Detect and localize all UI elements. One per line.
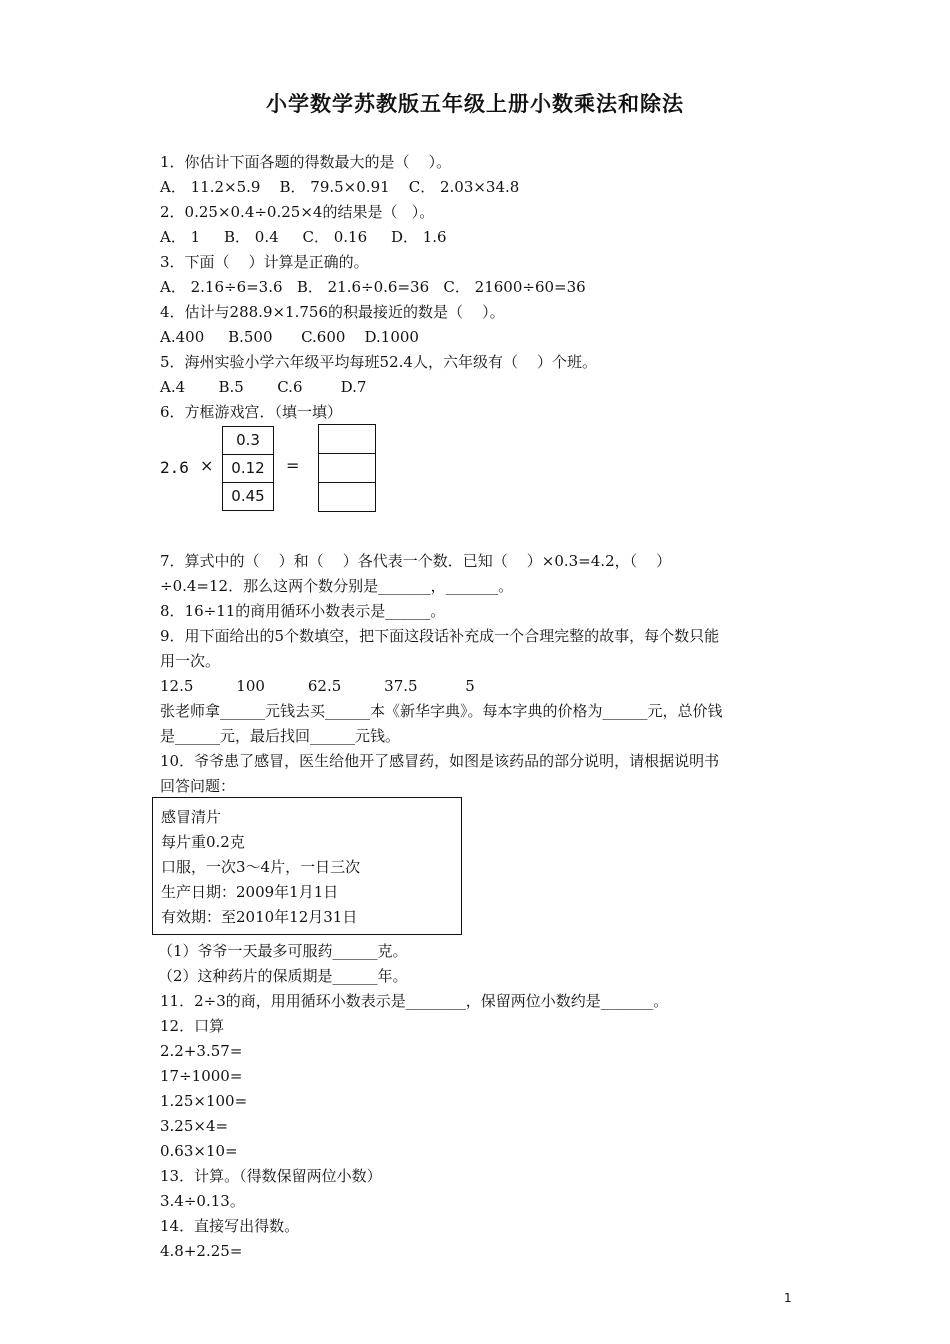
question-9: 9．用下面给出的5个数填空，把下面这段话补充成一个合理完整的故事，每个数只能 [160,627,720,645]
question-12-item: 17÷1000= [160,1067,243,1085]
grid-cell: 0.45 [231,487,265,505]
question-13: 13．计算。（得数保留两位小数） [160,1167,382,1185]
question-9-numbers: 12.5 100 62.5 37.5 5 [160,677,475,695]
grid-multiplier-column [222,426,274,511]
question-5-options: A.4 B.5 C.6 D.7 [160,378,367,396]
grid-times-sign: × [200,456,214,475]
question-11: 11．2÷3的商，用用循环小数表示是________，保留两位小数约是_______。 [160,992,669,1010]
question-7-cont: ÷0.4=12．那么这两个数分别是_______，_______。 [160,577,514,595]
question-2: 2．0.25×0.4÷0.25×4的结果是（ ）。 [160,203,435,221]
grid-answer-box [319,425,375,454]
question-12-item: 0.63×10= [160,1142,238,1160]
grid-answer-column [318,424,376,512]
question-8: 8．16÷11的商用循环小数表示是______。 [160,602,446,620]
question-10: 10．爷爷患了感冒，医生给他开了感冒药，如图是该药品的部分说明，请根据说明书 [160,752,720,770]
medicine-expiry: 有效期：至2010年12月31日 [161,908,358,926]
medicine-dosage: 口服，一次3～4片，一日三次 [161,858,361,876]
question-4: 4．估计与288.9×1.756的积最接近的数是（ ）。 [160,303,505,321]
question-12: 12．口算 [160,1017,225,1035]
question-9-story: 张老师拿______元钱去买______本《新华字典》。每本字典的价格为______元，总价钱 [160,702,723,720]
question-1-options: A． 11.2×5.9 B． 79.5×0.91 C． 2.03×34.8 [160,178,520,196]
question-10-cont: 回答问题： [160,777,236,795]
grid-answer-box [319,454,375,483]
question-7: 7．算式中的（ ）和（ ）各代表一个数．已知（ ）×0.3=4.2，（ ） [160,552,672,570]
question-9-story-cont: 是______元，最后找回______元钱。 [160,727,401,745]
grid-cell: 0.3 [223,427,273,455]
question-9-cont: 用一次。 [160,652,221,670]
question-5: 5．海州实验小学六年级平均每班52.4人，六年级有（ ）个班。 [160,353,598,371]
question-12-item: 1.25×100= [160,1092,248,1110]
medicine-name: 感冒清片 [161,808,222,826]
question-12-item: 3.25×4= [160,1117,229,1135]
question-12-item: 2.2+3.57= [160,1042,243,1060]
question-3-options: A． 2.16÷6=3.6 B． 21.6÷0.6=36 C． 21600÷60=36 [160,278,586,296]
grid-equals-sign: = [286,456,300,475]
question-10-part-2: （2）这种药片的保质期是______年。 [158,967,408,985]
question-4-options: A.400 B.500 C.600 D.1000 [160,328,419,346]
question-1: 1．你估计下面各题的得数最大的是（ ）。 [160,153,452,171]
medicine-weight: 每片重0.2克 [161,833,245,851]
question-10-part-1: （1）爷爷一天最多可服药______克。 [158,942,408,960]
medicine-instruction-box [152,797,462,935]
multiplication-grid [160,424,420,516]
grid-answer-box [319,483,375,511]
question-2-options: A． 1 B． 0.4 C． 0.16 D． 1.6 [160,228,447,246]
question-14: 14．直接写出得数。 [160,1217,300,1235]
question-13-item: 3.4÷0.13。 [160,1192,245,1210]
grid-cell: 0.12 [223,455,273,483]
medicine-production-date: 生产日期：2009年1月1日 [161,883,339,901]
page-title: 小学数学苏教版五年级上册小数乘法和除法 [266,92,684,116]
question-6: 6．方框游戏宫．（填一填） [160,403,343,421]
question-14-item: 4.8+2.25= [160,1242,243,1260]
grid-multiplicand: 2.6 [160,458,189,477]
page-number: 1 [784,1291,792,1305]
question-3: 3．下面（ ）计算是正确的。 [160,253,369,271]
